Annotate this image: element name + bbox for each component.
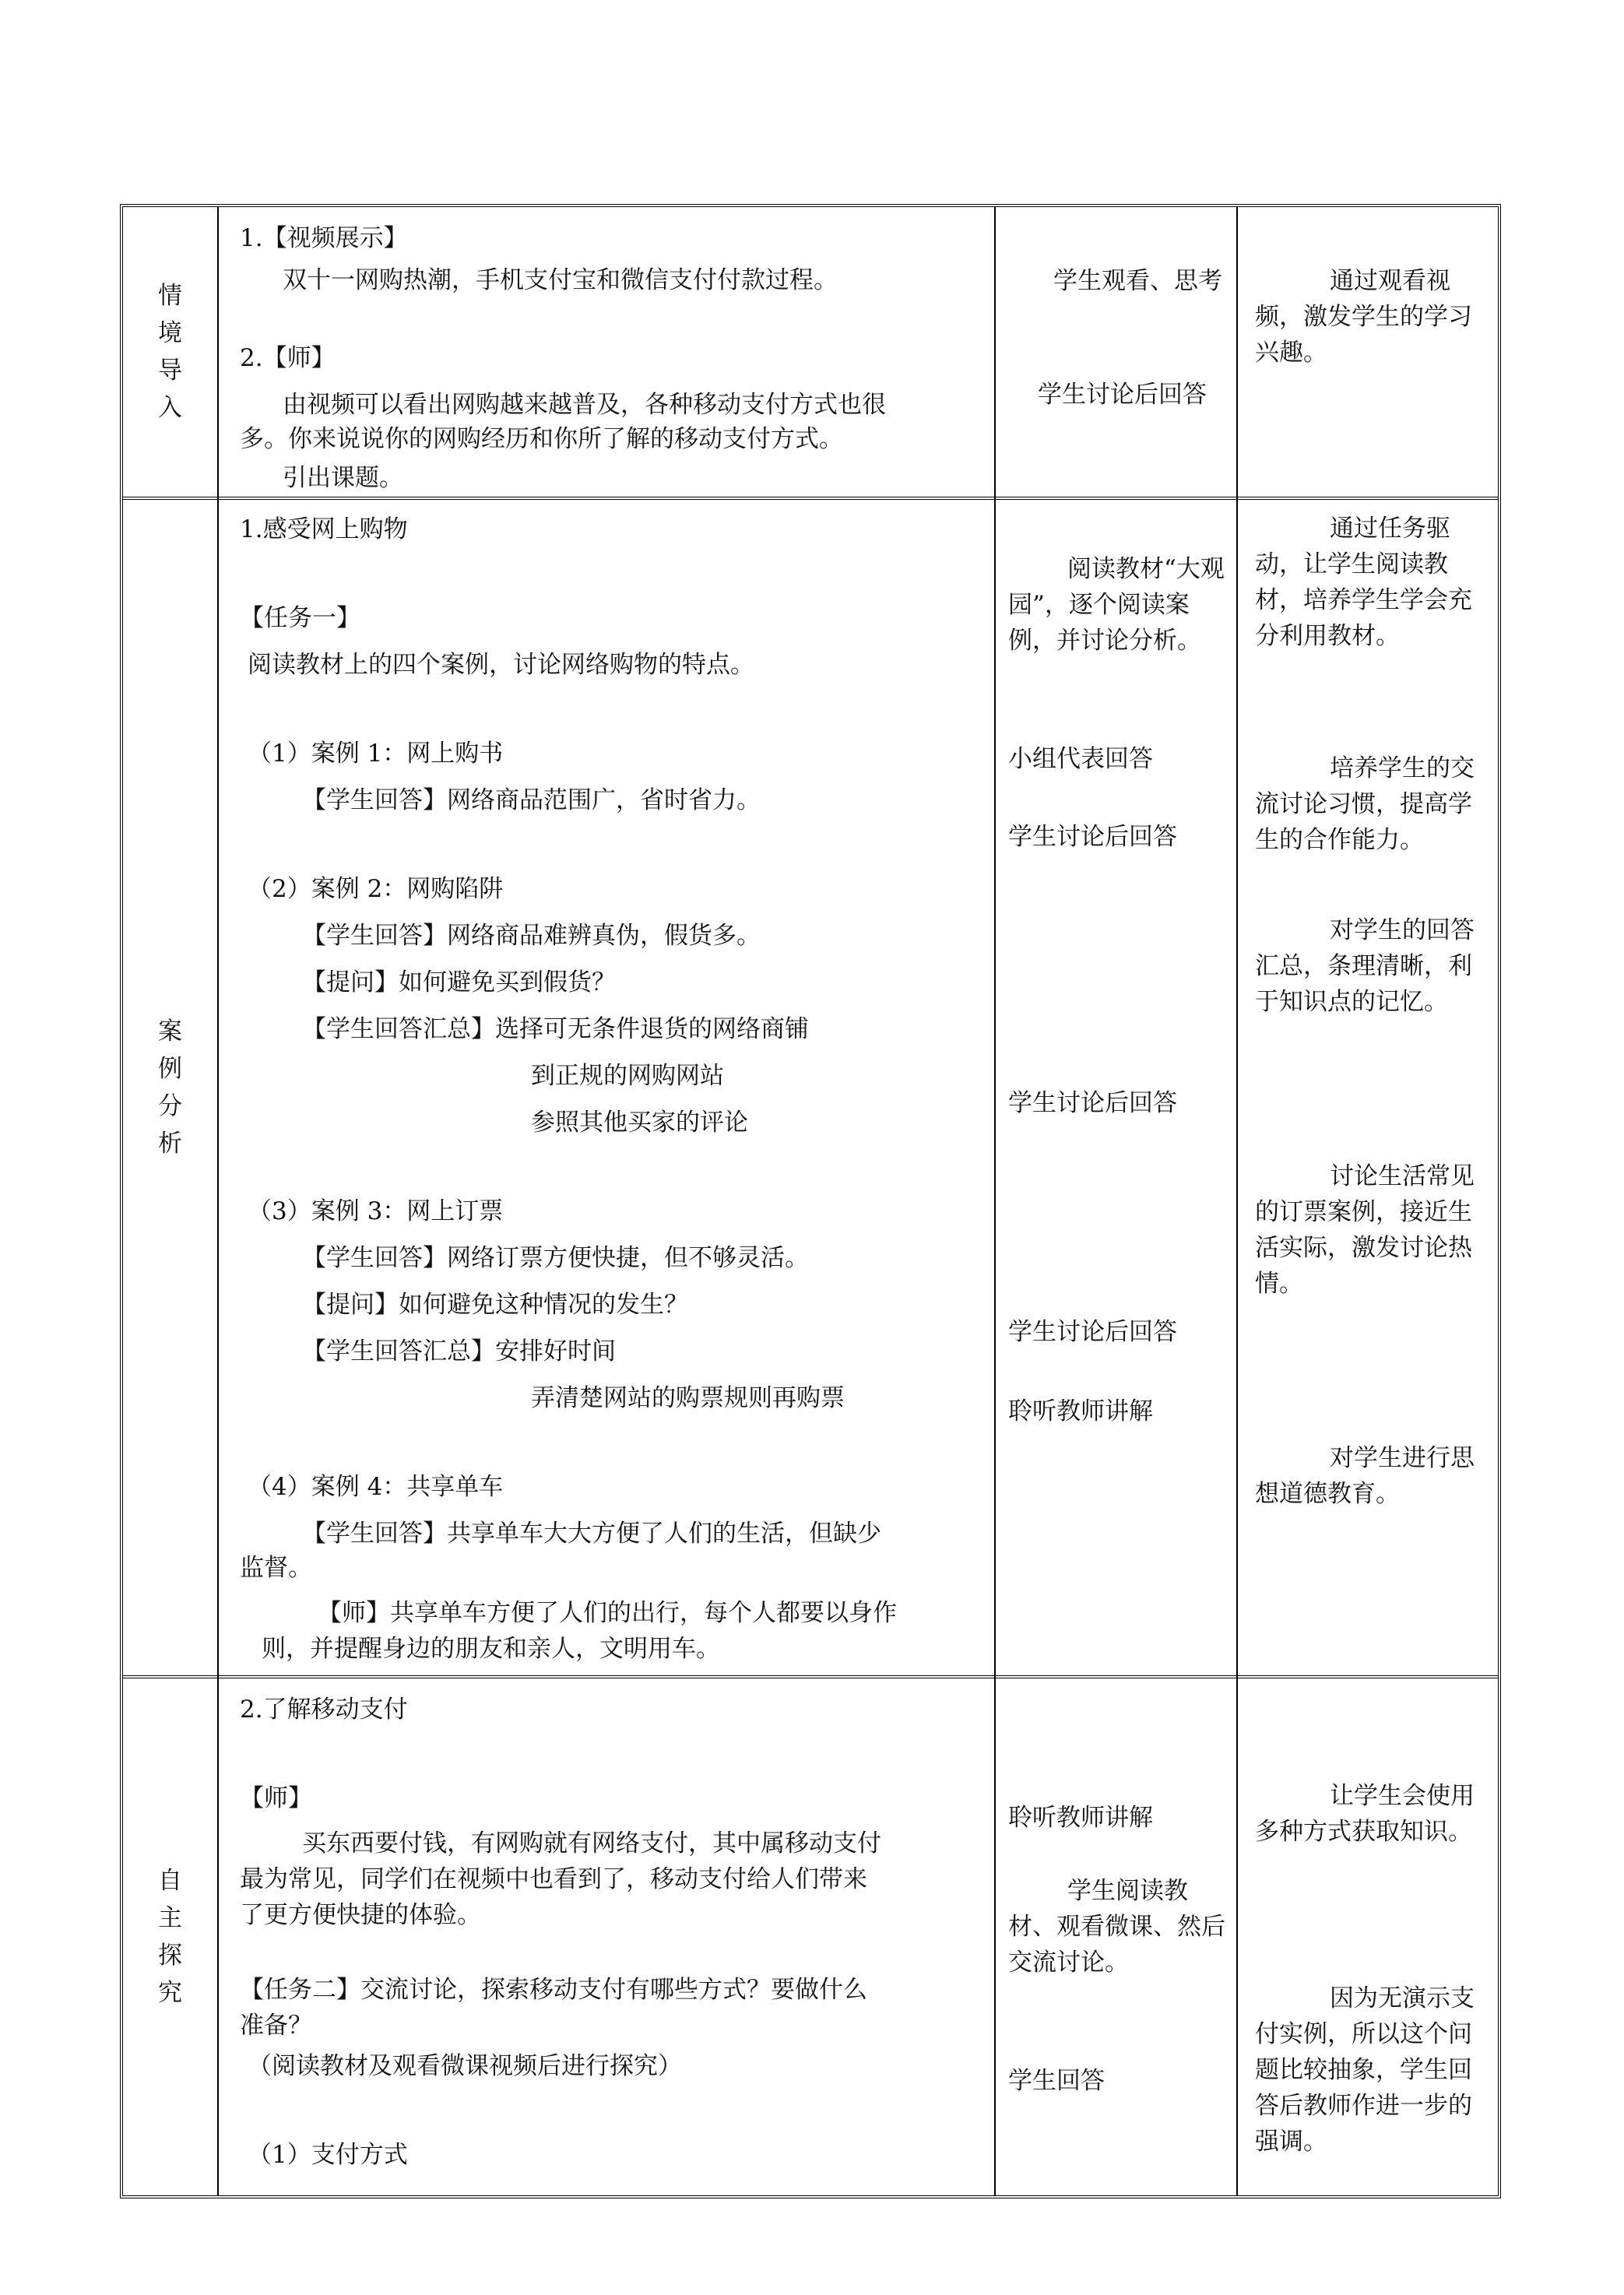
intent-note: 培养学生的交流讨论习惯，提高学生的合作能力。 <box>1255 754 1475 854</box>
activity-note: 阅读教材“大观园”，逐个阅读案例，并讨论分析。 <box>1008 555 1225 655</box>
content-line: 准备？ <box>240 2012 312 2040</box>
content-line: 【学生回答汇总】选择可无条件退货的网络商铺 <box>302 1015 809 1043</box>
label-char: 主 <box>158 1904 182 1932</box>
intent-note: 让学生会使用多种方式获取知识。 <box>1255 1782 1475 1846</box>
row-divider <box>123 497 1498 500</box>
content-line: 2.了解移动支付 <box>240 1696 408 1724</box>
content-line: 【任务一】 <box>240 604 360 632</box>
content-line: 最为常见，同学们在视频中也看到了，移动支付给人们带来 <box>240 1865 867 1893</box>
activity-note: 学生观看、思考 <box>1053 267 1222 295</box>
content-line: 买东西要付钱，有网购就有网络支付，其中属移动支付 <box>302 1829 881 1857</box>
content-line: （阅读教材及观看微课视频后进行探究） <box>248 2052 682 2080</box>
activity-note: 学生回答 <box>1008 2067 1105 2095</box>
label-char: 案 <box>158 1017 182 1046</box>
content-line: 【提问】如何避免买到假货？ <box>302 968 616 996</box>
activity-note: 学生阅读教材、观看微课、然后交流讨论。 <box>1008 1877 1225 1977</box>
activity-note: 学生讨论后回答 <box>1008 823 1177 851</box>
label-char: 境 <box>158 319 182 347</box>
label-char: 导 <box>158 357 182 385</box>
content-line: （1）支付方式 <box>248 2141 408 2169</box>
content-line: 【学生回答汇总】安排好时间 <box>302 1337 616 1365</box>
label-char: 例 <box>158 1055 182 1083</box>
lesson-plan-table <box>120 204 1501 2198</box>
label-char: 情 <box>158 282 182 310</box>
content-line: 【学生回答】网络订票方便快捷，但不够灵活。 <box>302 1244 809 1272</box>
intent-note: 对学生的回答汇总，条理清晰，利于知识点的记忆。 <box>1255 916 1475 1016</box>
activity-note: 小组代表回答 <box>1008 745 1153 773</box>
content-line: 1.感受网上购物 <box>240 515 408 543</box>
content-line: 参照其他买家的评论 <box>531 1109 748 1137</box>
content-line: （2）案例 2：网购陷阱 <box>248 875 504 903</box>
label-char: 入 <box>158 394 182 422</box>
label-char: 自 <box>158 1867 182 1895</box>
label-char: 探 <box>158 1942 182 1970</box>
content-line: 到正规的网购网站 <box>531 1062 724 1090</box>
content-line: 【学生回答】网络商品范围广，省时省力。 <box>302 786 761 814</box>
content-line: （4）案例 4：共享单车 <box>248 1473 504 1501</box>
intent-note: 通过任务驱动，让学生阅读教材，培养学生学会充分利用教材。 <box>1255 515 1472 650</box>
content-line: 阅读教材上的四个案例，讨论网络购物的特点。 <box>248 651 754 679</box>
content-line: 多。你来说说你的网购经历和你所了解的移动支付方式。 <box>240 425 843 453</box>
intent-note: 因为无演示支付实例，所以这个问题比较抽象，学生回答后教师作进一步的强调。 <box>1255 1984 1475 2156</box>
content-line: 【师】共享单车方便了人们的出行，每个人都要以身作 <box>318 1599 897 1627</box>
intent-note: 通过观看视频，激发学生的学习兴趣。 <box>1255 267 1472 367</box>
content-line: 【学生回答】共享单车大大方便了人们的生活，但缺少 <box>302 1520 881 1548</box>
intent-note: 讨论生活常见的订票案例，接近生活实际，激发讨论热情。 <box>1255 1162 1475 1298</box>
content-line: 1.【视频展示】 <box>240 224 408 252</box>
column-divider <box>1236 207 1238 2195</box>
content-line: （3）案例 3：网上订票 <box>248 1197 504 1225</box>
activity-note: 学生讨论后回答 <box>1008 1089 1177 1117</box>
label-char: 分 <box>158 1092 182 1120</box>
activity-note: 聆听教师讲解 <box>1008 1397 1153 1425</box>
intent-note: 对学生进行思想道德教育。 <box>1255 1444 1475 1508</box>
section-label-case-analysis <box>123 500 217 1675</box>
content-line: 【师】 <box>240 1784 312 1812</box>
content-line: 【任务二】交流讨论，探索移动支付有哪些方式？要做什么 <box>240 1976 867 2004</box>
content-line: 由视频可以看出网购越来越普及，各种移动支付方式也很 <box>283 391 886 419</box>
content-line: 2.【师】 <box>240 344 336 372</box>
activity-note: 学生讨论后回答 <box>1038 381 1207 409</box>
label-char: 析 <box>158 1130 182 1158</box>
activity-note: 学生讨论后回答 <box>1008 1318 1177 1346</box>
activity-note: 聆听教师讲解 <box>1008 1804 1153 1832</box>
content-line: 引出课题。 <box>283 464 403 492</box>
section-label-intro <box>123 207 217 497</box>
content-line: 监督。 <box>240 1554 312 1582</box>
content-line: 弄清楚网站的购票规则再购票 <box>531 1384 845 1412</box>
content-line: 则，并提醒身边的朋友和亲人，文明用车。 <box>262 1635 720 1663</box>
content-line: 双十一网购热潮，手机支付宝和微信支付付款过程。 <box>283 266 838 294</box>
column-divider <box>217 207 219 2195</box>
content-line: 【提问】如何避免这种情况的发生？ <box>302 1291 688 1319</box>
label-char: 究 <box>158 1979 182 2007</box>
content-line: 【学生回答】网络商品难辨真伪，假货多。 <box>302 922 761 950</box>
content-line: 了更方便快捷的体验。 <box>240 1901 481 1929</box>
row-divider <box>123 1675 1498 1678</box>
column-divider <box>994 207 996 2195</box>
section-label-self-inquiry <box>123 1678 217 2195</box>
content-line: （1）案例 1：网上购书 <box>248 740 504 768</box>
